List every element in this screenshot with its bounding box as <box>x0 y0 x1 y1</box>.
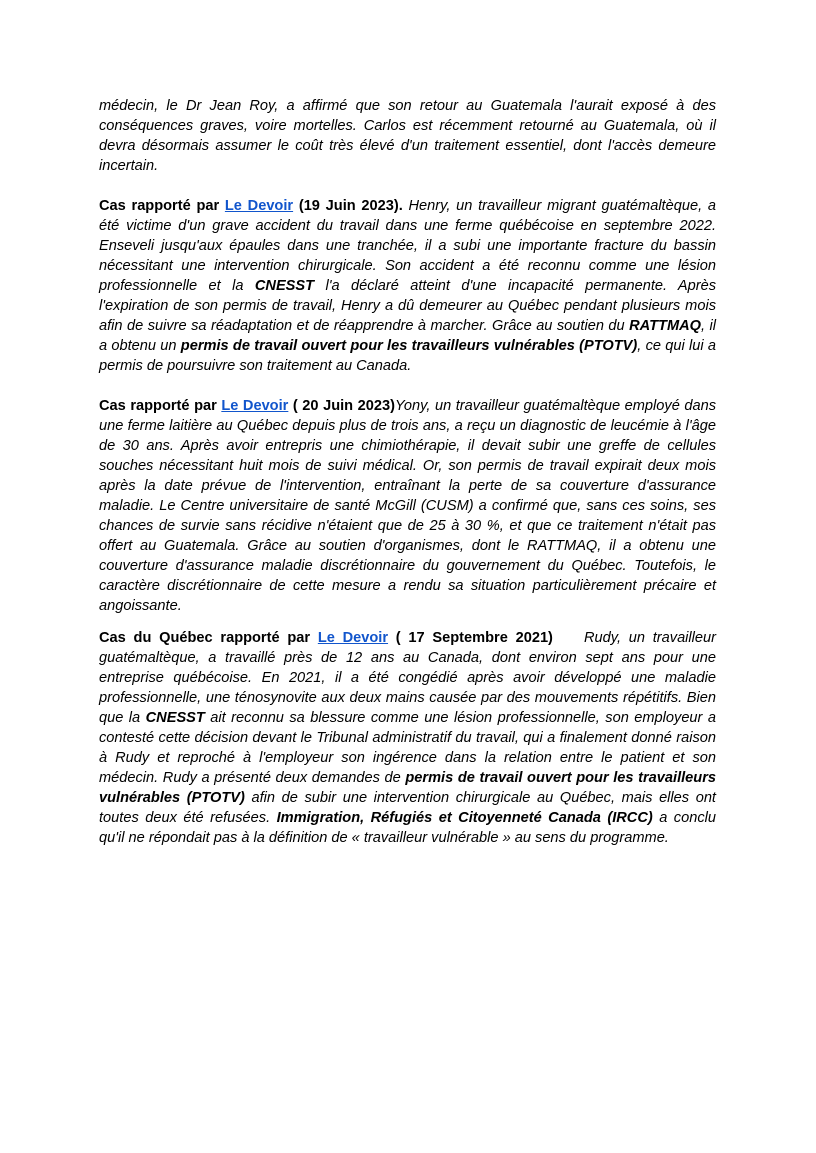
text-segment: a conclu qu'il ne répondait pas à la définition de « travailleur vulnérable » au sens du programme. <box>99 810 716 846</box>
text-segment: Rudy, un travailleur guatémaltèque, a travaillé près de 12 ans au Canada, dont environ sept ans pour une entreprise québécoise. En 2021, il a été congédié après avoir développé une maladie professionnelle, une ténosynovite aux deux mains causée par des mouvements répétitifs. Bien que la <box>99 630 717 726</box>
paragraph-rudy-case <box>99 628 716 848</box>
cnesst-term: CNESST <box>254 278 315 294</box>
paragraph-yony-case <box>99 396 716 616</box>
rattmaq-term: RATTMAQ <box>629 318 701 334</box>
text-segment: afin de subir une intervention chirurgicale au Québec, mais elles ont toutes deux été refusées. <box>99 790 716 826</box>
le-devoir-link[interactable]: Le Devoir <box>224 198 294 214</box>
ptotv-term: permis de travail ouvert pour les travailleurs vulnérables (PTOTV) <box>99 770 717 806</box>
paragraph-carlos-case <box>99 96 716 176</box>
ptotv-term: permis de travail ouvert pour les travailleurs vulnérables (PTOTV) <box>180 338 638 354</box>
text-segment: Henry, un travailleur migrant guatémaltèque, a été victime d'un grave accident du travail dans une ferme québécoise en septembre 2022. Enseveli jusqu'aux épaules dans une tranchée, il a subi une importante fracture du bassin nécessitant une intervention chirurgicale. Son accident a été reconnu comme une lésion professionnelle et la <box>99 198 716 294</box>
paragraph-henry-case <box>99 196 716 376</box>
case-date: ( 20 Juin 2023) <box>288 398 395 414</box>
cnesst-term: CNESST <box>145 710 205 726</box>
case-intro-label: Cas rapporté par <box>99 198 225 214</box>
text-segment: Yony, un travailleur guatémaltèque employé dans une ferme laitière au Québec depuis plus de trois ans, a reçu un diagnostic de leucémie à l'âge de 30 ans. Après avoir entrepris une chimiothérapie, il devait subir une greffe de cellules souches nécessitant huit mois de suivi médical. Or, son permis de travail expirait deux mois après la date prévue de l'intervention, entraînant la perte de sa couverture d'assurance maladie. Le Centre universitaire de santé McGill (CUSM) a confirmé que, sans ces soins, ses chances de survie sans récidive n'étaient que de 25 à 30 %, et que ce traitement n'était pas offert au Guatemala. Grâce au soutien d'organismes, dont le RATTMAQ, il a obtenu une couverture d'assurance maladie discrétionnaire du gouvernement du Québec. Toutefois, le caractère discrétionnaire de cette mesure a rendu sa situation particulièrement précaire et angoissante. <box>99 398 717 614</box>
document-page <box>99 96 716 848</box>
ircc-term: Immigration, Réfugiés et Citoyenneté Canada (IRCC) <box>276 810 653 826</box>
le-devoir-link[interactable]: Le Devoir <box>221 398 289 414</box>
case-intro-label: Cas du Québec rapporté par <box>99 630 318 646</box>
case-intro-label: Cas rapporté par <box>99 398 222 414</box>
text-segment: ait reconnu sa blessure comme une lésion professionnelle, son employeur a contesté cette décision devant le Tribunal administratif du travail, qui a finalement donné raison à Rudy et reproché à l'employeur son ingérence dans la relation entre le patient et son médecin. Rudy a présenté deux demandes de <box>99 710 716 786</box>
text-segment: médecin, le Dr Jean Roy, a affirmé que son retour au Guatemala l'aurait exposé à des conséquences graves, voire mortelles. Carlos est récemment retourné au Guatemala, où il devra désormais assumer le coût très élevé d'un traitement essentiel, dont l'accès demeure incertain. <box>99 98 716 174</box>
le-devoir-link[interactable]: Le Devoir <box>317 630 389 646</box>
case-date: ( 17 Septembre 2021) <box>388 630 584 646</box>
text-segment: l'a déclaré atteint d'une incapacité permanente. Après l'expiration de son permis de travail, Henry a dû demeurer au Québec pendant plusieurs mois afin de suivre sa réadaptation et de réapprendre à marcher. Grâce au soutien du <box>99 278 717 334</box>
text-segment: , ce qui lui a permis de poursuivre son traitement au Canada. <box>99 338 716 374</box>
text-segment: , il a obtenu un <box>99 318 717 354</box>
case-date: (19 Juin 2023). <box>293 198 409 214</box>
